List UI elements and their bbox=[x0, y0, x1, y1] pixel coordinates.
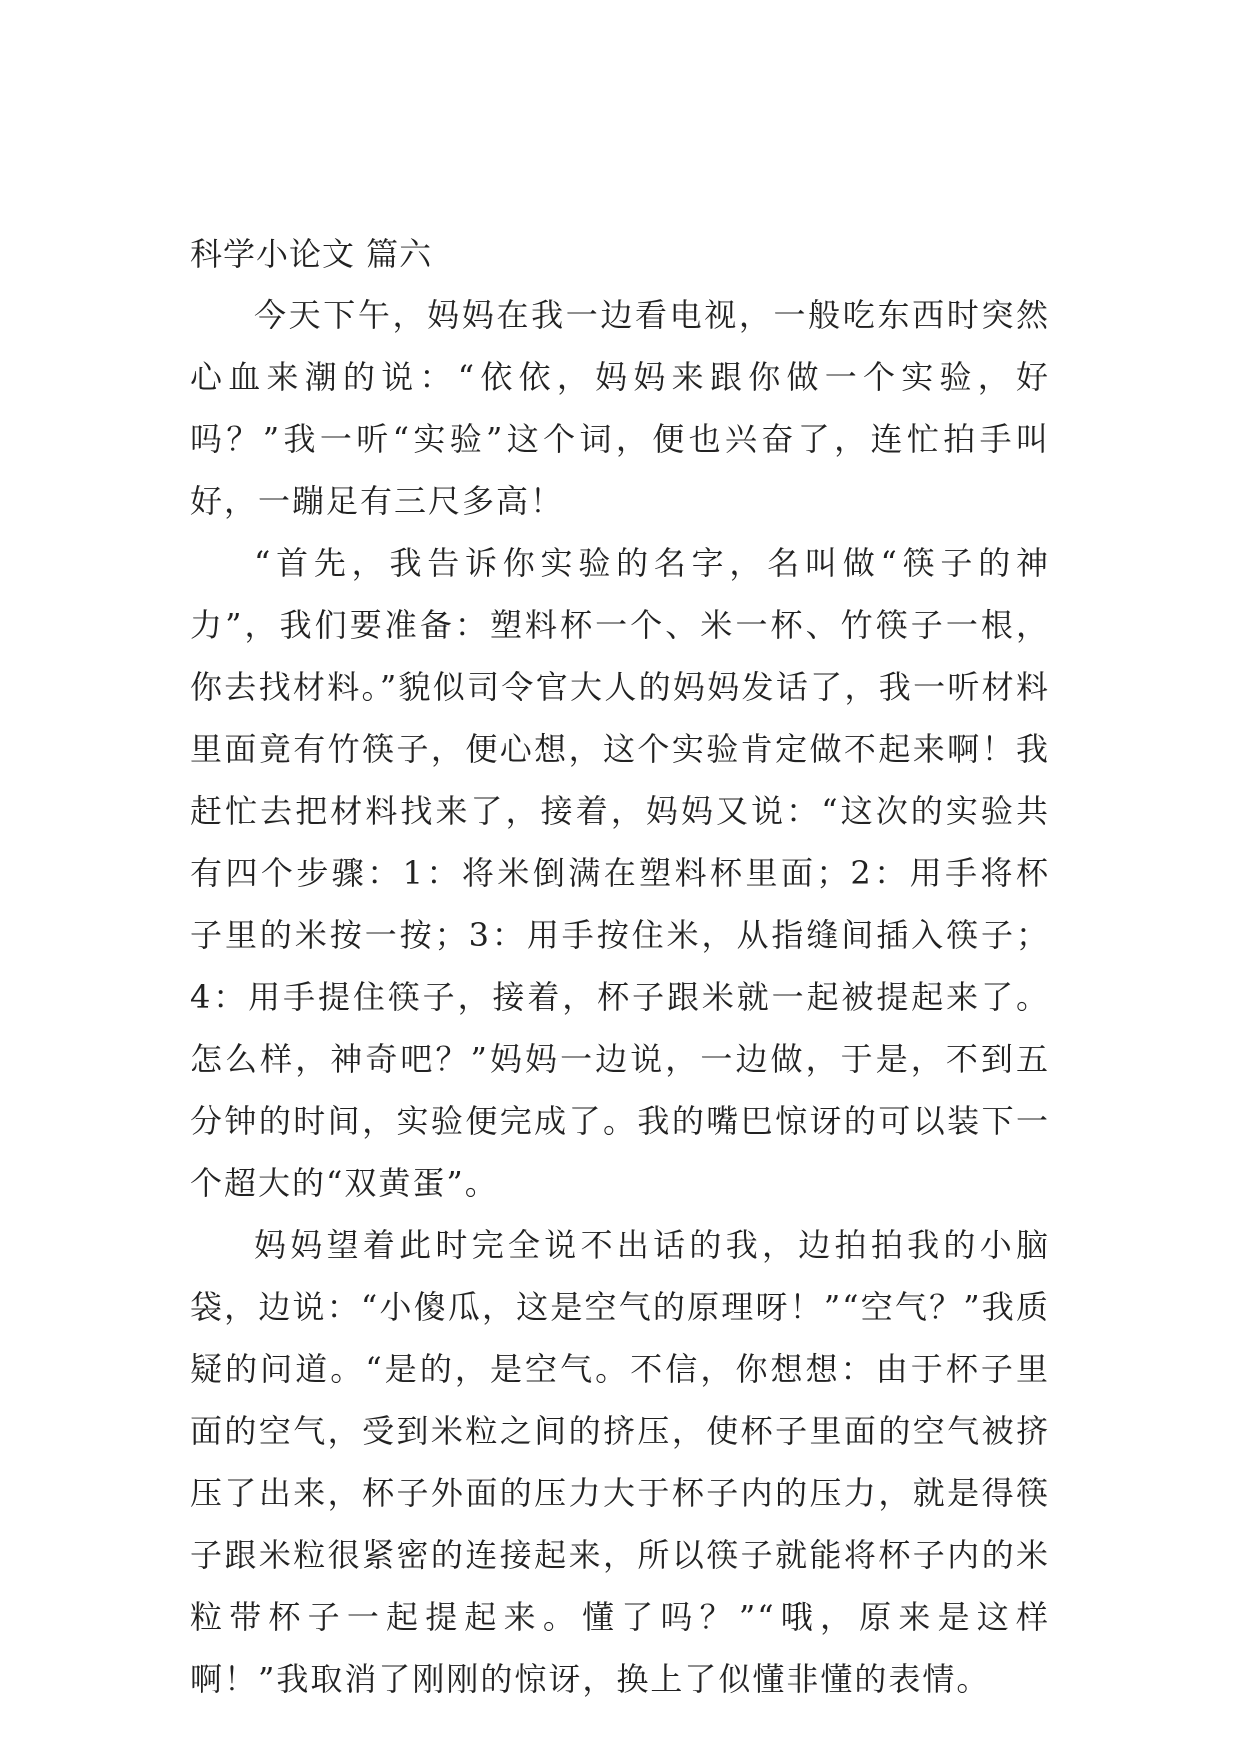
paragraph-1: 今天下午，妈妈在我一边看电视，一般吃东西时突然心血来潮的说：“依依，妈妈来跟你做一个实验，好吗？”我一听“实验”这个词，便也兴奋了，连忙拍手叫好，一蹦足有三尺多高！ bbox=[190, 296, 1050, 520]
paragraph-3: 妈妈望着此时完全说不出话的我，边拍拍我的小脑袋，边说：“小傻瓜，这是空气的原理呀！”“空气？”我质疑的问道。“是的，是空气。不信，你想想：由于杯子里面的空气，受到米粒之间的挤压，使杯子里面的空气被挤压了出来，杯子外面的压力大于杯子内的压力，就是得筷子跟米粒很紧密的连接起来，所以筷子就能将杯子内的米粒带杯子一起提起来。懂了吗？”“哦，原来是这样啊！”我取消了刚刚的惊讶，换上了似懂非懂的表情。 bbox=[190, 1226, 1050, 1698]
document-title: 科学小论文 篇六 bbox=[190, 235, 433, 273]
document-body bbox=[190, 224, 1050, 1710]
paragraph-2: “首先，我告诉你实验的名字，名叫做“筷子的神力”，我们要准备：塑料杯一个、米一杯、竹筷子一根，你去找材料。”貌似司令官大人的妈妈发话了，我一听材料里面竟有竹筷子，便心想，这个实验肯定做不起来啊！我赶忙去把材料找来了，接着，妈妈又说：“这次的实验共有四个步骤：1：将米倒满在塑料杯里面；2：用手将杯子里的米按一按；3：用手按住米，从指缝间插入筷子；4：用手提住筷子，接着，杯子跟米就一起被提起来了。怎么样，神奇吧？”妈妈一边说，一边做，于是，不到五分钟的时间，实验便完成了。我的嘴巴惊讶的可以装下一个超大的“双黄蛋”。 bbox=[190, 544, 1050, 1202]
